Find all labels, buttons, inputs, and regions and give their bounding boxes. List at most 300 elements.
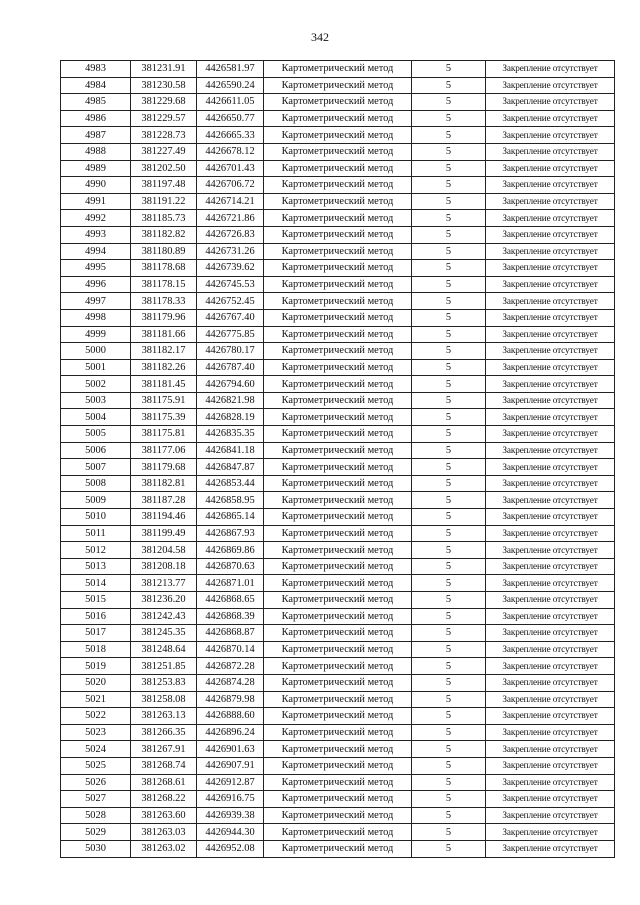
- fixing-cell: Закрепление отсутствует: [486, 525, 615, 542]
- table-row: [61, 475, 615, 492]
- point-number-cell: 4985: [61, 94, 131, 111]
- point-number-cell: 4998: [61, 309, 131, 326]
- x-coordinate-cell: 381268.22: [131, 791, 197, 808]
- x-coordinate-cell: 381229.57: [131, 110, 197, 127]
- y-coordinate-cell: 4426944.30: [197, 824, 264, 841]
- point-number-cell: 4983: [61, 61, 131, 78]
- point-number-cell: 4992: [61, 210, 131, 227]
- fixing-cell: Закрепление отсутствует: [486, 326, 615, 343]
- fixing-cell: Закрепление отсутствует: [486, 575, 615, 592]
- y-coordinate-cell: 4426901.63: [197, 741, 264, 758]
- table-row: [61, 791, 615, 808]
- fixing-cell: Закрепление отсутствует: [486, 641, 615, 658]
- y-coordinate-cell: 4426858.95: [197, 492, 264, 509]
- method-cell: Картометрический метод: [264, 426, 412, 443]
- accuracy-cell: 5: [412, 426, 486, 443]
- x-coordinate-cell: 381263.60: [131, 807, 197, 824]
- accuracy-cell: 5: [412, 558, 486, 575]
- table-row: [61, 110, 615, 127]
- x-coordinate-cell: 381187.28: [131, 492, 197, 509]
- x-coordinate-cell: 381229.68: [131, 94, 197, 111]
- accuracy-cell: 5: [412, 691, 486, 708]
- method-cell: Картометрический метод: [264, 525, 412, 542]
- fixing-cell: Закрепление отсутствует: [486, 840, 615, 857]
- table-row: [61, 243, 615, 260]
- point-number-cell: 5004: [61, 409, 131, 426]
- point-number-cell: 5012: [61, 542, 131, 559]
- y-coordinate-cell: 4426870.14: [197, 641, 264, 658]
- point-number-cell: 5029: [61, 824, 131, 841]
- fixing-cell: Закрепление отсутствует: [486, 492, 615, 509]
- y-coordinate-cell: 4426611.05: [197, 94, 264, 111]
- y-coordinate-cell: 4426868.39: [197, 608, 264, 625]
- fixing-cell: Закрепление отсутствует: [486, 260, 615, 277]
- method-cell: Картометрический метод: [264, 326, 412, 343]
- fixing-cell: Закрепление отсутствует: [486, 708, 615, 725]
- fixing-cell: Закрепление отсутствует: [486, 309, 615, 326]
- y-coordinate-cell: 4426767.40: [197, 309, 264, 326]
- x-coordinate-cell: 381194.46: [131, 509, 197, 526]
- accuracy-cell: 5: [412, 807, 486, 824]
- method-cell: Картометрический метод: [264, 359, 412, 376]
- y-coordinate-cell: 4426869.86: [197, 542, 264, 559]
- fixing-cell: Закрепление отсутствует: [486, 791, 615, 808]
- method-cell: Картометрический метод: [264, 193, 412, 210]
- table-row: [61, 608, 615, 625]
- accuracy-cell: 5: [412, 127, 486, 144]
- point-number-cell: 5009: [61, 492, 131, 509]
- table-row: [61, 525, 615, 542]
- table-row: [61, 210, 615, 227]
- x-coordinate-cell: 381213.77: [131, 575, 197, 592]
- fixing-cell: Закрепление отсутствует: [486, 376, 615, 393]
- y-coordinate-cell: 4426896.24: [197, 724, 264, 741]
- y-coordinate-cell: 4426590.24: [197, 77, 264, 94]
- accuracy-cell: 5: [412, 359, 486, 376]
- x-coordinate-cell: 381263.13: [131, 708, 197, 725]
- point-number-cell: 5024: [61, 741, 131, 758]
- fixing-cell: Закрепление отсутствует: [486, 426, 615, 443]
- fixing-cell: Закрепление отсутствует: [486, 392, 615, 409]
- method-cell: Картометрический метод: [264, 61, 412, 78]
- fixing-cell: Закрепление отсутствует: [486, 127, 615, 144]
- table-row: [61, 293, 615, 310]
- x-coordinate-cell: 381266.35: [131, 724, 197, 741]
- x-coordinate-cell: 381197.48: [131, 177, 197, 194]
- accuracy-cell: 5: [412, 708, 486, 725]
- x-coordinate-cell: 381230.58: [131, 77, 197, 94]
- method-cell: Картометрический метод: [264, 641, 412, 658]
- fixing-cell: Закрепление отсутствует: [486, 724, 615, 741]
- x-coordinate-cell: 381253.83: [131, 674, 197, 691]
- x-coordinate-cell: 381251.85: [131, 658, 197, 675]
- point-number-cell: 4988: [61, 143, 131, 160]
- x-coordinate-cell: 381179.96: [131, 309, 197, 326]
- x-coordinate-cell: 381182.81: [131, 475, 197, 492]
- table-row: [61, 160, 615, 177]
- y-coordinate-cell: 4426752.45: [197, 293, 264, 310]
- accuracy-cell: 5: [412, 210, 486, 227]
- x-coordinate-cell: 381182.17: [131, 343, 197, 360]
- fixing-cell: Закрепление отсутствует: [486, 193, 615, 210]
- table-row: [61, 824, 615, 841]
- point-number-cell: 5005: [61, 426, 131, 443]
- point-number-cell: 4989: [61, 160, 131, 177]
- fixing-cell: Закрепление отсутствует: [486, 177, 615, 194]
- x-coordinate-cell: 381268.74: [131, 757, 197, 774]
- x-coordinate-cell: 381248.64: [131, 641, 197, 658]
- point-number-cell: 5025: [61, 757, 131, 774]
- point-number-cell: 5020: [61, 674, 131, 691]
- point-number-cell: 5030: [61, 840, 131, 857]
- point-number-cell: 5018: [61, 641, 131, 658]
- accuracy-cell: 5: [412, 226, 486, 243]
- point-number-cell: 5015: [61, 592, 131, 609]
- y-coordinate-cell: 4426787.40: [197, 359, 264, 376]
- point-number-cell: 5019: [61, 658, 131, 675]
- method-cell: Картометрический метод: [264, 509, 412, 526]
- point-number-cell: 4993: [61, 226, 131, 243]
- fixing-cell: Закрепление отсутствует: [486, 542, 615, 559]
- x-coordinate-cell: 381178.15: [131, 276, 197, 293]
- accuracy-cell: 5: [412, 110, 486, 127]
- point-number-cell: 5027: [61, 791, 131, 808]
- y-coordinate-cell: 4426828.19: [197, 409, 264, 426]
- fixing-cell: Закрепление отсутствует: [486, 774, 615, 791]
- point-number-cell: 5022: [61, 708, 131, 725]
- method-cell: Картометрический метод: [264, 392, 412, 409]
- point-number-cell: 4986: [61, 110, 131, 127]
- y-coordinate-cell: 4426916.75: [197, 791, 264, 808]
- table-row: [61, 426, 615, 443]
- point-number-cell: 5014: [61, 575, 131, 592]
- accuracy-cell: 5: [412, 77, 486, 94]
- method-cell: Картометрический метод: [264, 376, 412, 393]
- fixing-cell: Закрепление отсутствует: [486, 558, 615, 575]
- method-cell: Картометрический метод: [264, 691, 412, 708]
- accuracy-cell: 5: [412, 608, 486, 625]
- y-coordinate-cell: 4426706.72: [197, 177, 264, 194]
- method-cell: Картометрический метод: [264, 276, 412, 293]
- method-cell: Картометрический метод: [264, 757, 412, 774]
- accuracy-cell: 5: [412, 757, 486, 774]
- fixing-cell: Закрепление отсутствует: [486, 94, 615, 111]
- y-coordinate-cell: 4426650.77: [197, 110, 264, 127]
- accuracy-cell: 5: [412, 840, 486, 857]
- y-coordinate-cell: 4426835.35: [197, 426, 264, 443]
- y-coordinate-cell: 4426726.83: [197, 226, 264, 243]
- accuracy-cell: 5: [412, 260, 486, 277]
- fixing-cell: Закрепление отсутствует: [486, 691, 615, 708]
- table-row: [61, 127, 615, 144]
- method-cell: Картометрический метод: [264, 741, 412, 758]
- method-cell: Картометрический метод: [264, 708, 412, 725]
- fixing-cell: Закрепление отсутствует: [486, 658, 615, 675]
- method-cell: Картометрический метод: [264, 459, 412, 476]
- y-coordinate-cell: 4426701.43: [197, 160, 264, 177]
- table-row: [61, 94, 615, 111]
- x-coordinate-cell: 381179.68: [131, 459, 197, 476]
- accuracy-cell: 5: [412, 492, 486, 509]
- y-coordinate-cell: 4426939.38: [197, 807, 264, 824]
- x-coordinate-cell: 381228.73: [131, 127, 197, 144]
- x-coordinate-cell: 381231.91: [131, 61, 197, 78]
- x-coordinate-cell: 381242.43: [131, 608, 197, 625]
- table-row: [61, 77, 615, 94]
- fixing-cell: Закрепление отсутствует: [486, 409, 615, 426]
- method-cell: Картометрический метод: [264, 674, 412, 691]
- table-row: [61, 226, 615, 243]
- accuracy-cell: 5: [412, 409, 486, 426]
- accuracy-cell: 5: [412, 143, 486, 160]
- table-row: [61, 376, 615, 393]
- accuracy-cell: 5: [412, 824, 486, 841]
- table-row: [61, 757, 615, 774]
- method-cell: Картометрический метод: [264, 625, 412, 642]
- accuracy-cell: 5: [412, 293, 486, 310]
- y-coordinate-cell: 4426780.17: [197, 343, 264, 360]
- y-coordinate-cell: 4426907.91: [197, 757, 264, 774]
- accuracy-cell: 5: [412, 193, 486, 210]
- y-coordinate-cell: 4426868.65: [197, 592, 264, 609]
- table-row: [61, 592, 615, 609]
- method-cell: Картометрический метод: [264, 243, 412, 260]
- point-number-cell: 4994: [61, 243, 131, 260]
- fixing-cell: Закрепление отсутствует: [486, 459, 615, 476]
- method-cell: Картометрический метод: [264, 558, 412, 575]
- fixing-cell: Закрепление отсутствует: [486, 293, 615, 310]
- point-number-cell: 5008: [61, 475, 131, 492]
- point-number-cell: 5017: [61, 625, 131, 642]
- point-number-cell: 4990: [61, 177, 131, 194]
- method-cell: Картометрический метод: [264, 840, 412, 857]
- accuracy-cell: 5: [412, 525, 486, 542]
- accuracy-cell: 5: [412, 61, 486, 78]
- y-coordinate-cell: 4426731.26: [197, 243, 264, 260]
- x-coordinate-cell: 381263.02: [131, 840, 197, 857]
- point-number-cell: 4997: [61, 293, 131, 310]
- method-cell: Картометрический метод: [264, 127, 412, 144]
- accuracy-cell: 5: [412, 160, 486, 177]
- accuracy-cell: 5: [412, 509, 486, 526]
- x-coordinate-cell: 381268.61: [131, 774, 197, 791]
- x-coordinate-cell: 381180.89: [131, 243, 197, 260]
- accuracy-cell: 5: [412, 276, 486, 293]
- x-coordinate-cell: 381258.08: [131, 691, 197, 708]
- x-coordinate-cell: 381182.82: [131, 226, 197, 243]
- y-coordinate-cell: 4426745.53: [197, 276, 264, 293]
- point-number-cell: 5028: [61, 807, 131, 824]
- fixing-cell: Закрепление отсутствует: [486, 608, 615, 625]
- accuracy-cell: 5: [412, 326, 486, 343]
- accuracy-cell: 5: [412, 442, 486, 459]
- method-cell: Картометрический метод: [264, 343, 412, 360]
- y-coordinate-cell: 4426952.08: [197, 840, 264, 857]
- accuracy-cell: 5: [412, 741, 486, 758]
- method-cell: Картометрический метод: [264, 260, 412, 277]
- method-cell: Картометрический метод: [264, 791, 412, 808]
- y-coordinate-cell: 4426665.33: [197, 127, 264, 144]
- y-coordinate-cell: 4426853.44: [197, 475, 264, 492]
- x-coordinate-cell: 381191.22: [131, 193, 197, 210]
- accuracy-cell: 5: [412, 392, 486, 409]
- x-coordinate-cell: 381185.73: [131, 210, 197, 227]
- method-cell: Картометрический метод: [264, 160, 412, 177]
- accuracy-cell: 5: [412, 459, 486, 476]
- accuracy-cell: 5: [412, 542, 486, 559]
- point-number-cell: 4987: [61, 127, 131, 144]
- accuracy-cell: 5: [412, 243, 486, 260]
- table-row: [61, 143, 615, 160]
- y-coordinate-cell: 4426888.60: [197, 708, 264, 725]
- table-row: [61, 276, 615, 293]
- fixing-cell: Закрепление отсутствует: [486, 343, 615, 360]
- accuracy-cell: 5: [412, 475, 486, 492]
- y-coordinate-cell: 4426841.18: [197, 442, 264, 459]
- x-coordinate-cell: 381182.26: [131, 359, 197, 376]
- point-number-cell: 5021: [61, 691, 131, 708]
- x-coordinate-cell: 381267.91: [131, 741, 197, 758]
- table-row: [61, 442, 615, 459]
- accuracy-cell: 5: [412, 94, 486, 111]
- fixing-cell: Закрепление отсутствует: [486, 807, 615, 824]
- x-coordinate-cell: 381175.91: [131, 392, 197, 409]
- point-number-cell: 4991: [61, 193, 131, 210]
- y-coordinate-cell: 4426721.86: [197, 210, 264, 227]
- fixing-cell: Закрепление отсутствует: [486, 359, 615, 376]
- point-number-cell: 5013: [61, 558, 131, 575]
- table-row: [61, 409, 615, 426]
- method-cell: Картометрический метод: [264, 409, 412, 426]
- table-row: [61, 61, 615, 78]
- x-coordinate-cell: 381175.81: [131, 426, 197, 443]
- table-row: [61, 691, 615, 708]
- point-number-cell: 5023: [61, 724, 131, 741]
- point-number-cell: 5026: [61, 774, 131, 791]
- x-coordinate-cell: 381181.66: [131, 326, 197, 343]
- point-number-cell: 5002: [61, 376, 131, 393]
- y-coordinate-cell: 4426821.98: [197, 392, 264, 409]
- coordinates-table: [60, 60, 615, 858]
- method-cell: Картометрический метод: [264, 210, 412, 227]
- table-row: [61, 840, 615, 857]
- fixing-cell: Закрепление отсутствует: [486, 509, 615, 526]
- y-coordinate-cell: 4426868.87: [197, 625, 264, 642]
- table-row: [61, 459, 615, 476]
- table-row: [61, 658, 615, 675]
- x-coordinate-cell: 381178.33: [131, 293, 197, 310]
- table-row: [61, 392, 615, 409]
- fixing-cell: Закрепление отсутствует: [486, 210, 615, 227]
- table-row: [61, 558, 615, 575]
- point-number-cell: 4996: [61, 276, 131, 293]
- y-coordinate-cell: 4426874.28: [197, 674, 264, 691]
- fixing-cell: Закрепление отсутствует: [486, 276, 615, 293]
- table-row: [61, 177, 615, 194]
- method-cell: Картометрический метод: [264, 226, 412, 243]
- table-row: [61, 625, 615, 642]
- accuracy-cell: 5: [412, 791, 486, 808]
- fixing-cell: Закрепление отсутствует: [486, 143, 615, 160]
- accuracy-cell: 5: [412, 343, 486, 360]
- x-coordinate-cell: 381245.35: [131, 625, 197, 642]
- accuracy-cell: 5: [412, 658, 486, 675]
- table-row: [61, 260, 615, 277]
- fixing-cell: Закрепление отсутствует: [486, 757, 615, 774]
- accuracy-cell: 5: [412, 592, 486, 609]
- method-cell: Картометрический метод: [264, 475, 412, 492]
- method-cell: Картометрический метод: [264, 824, 412, 841]
- x-coordinate-cell: 381208.18: [131, 558, 197, 575]
- accuracy-cell: 5: [412, 177, 486, 194]
- x-coordinate-cell: 381199.49: [131, 525, 197, 542]
- table-row: [61, 807, 615, 824]
- y-coordinate-cell: 4426847.87: [197, 459, 264, 476]
- method-cell: Картометрический метод: [264, 442, 412, 459]
- fixing-cell: Закрепление отсутствует: [486, 475, 615, 492]
- table-row: [61, 343, 615, 360]
- coordinates-table-body: [61, 61, 615, 858]
- x-coordinate-cell: 381202.50: [131, 160, 197, 177]
- x-coordinate-cell: 381263.03: [131, 824, 197, 841]
- accuracy-cell: 5: [412, 724, 486, 741]
- table-row: [61, 193, 615, 210]
- y-coordinate-cell: 4426912.87: [197, 774, 264, 791]
- table-row: [61, 326, 615, 343]
- accuracy-cell: 5: [412, 575, 486, 592]
- y-coordinate-cell: 4426867.93: [197, 525, 264, 542]
- y-coordinate-cell: 4426739.62: [197, 260, 264, 277]
- accuracy-cell: 5: [412, 641, 486, 658]
- method-cell: Картометрический метод: [264, 774, 412, 791]
- accuracy-cell: 5: [412, 674, 486, 691]
- method-cell: Картометрический метод: [264, 542, 412, 559]
- y-coordinate-cell: 4426794.60: [197, 376, 264, 393]
- fixing-cell: Закрепление отсутствует: [486, 442, 615, 459]
- method-cell: Картометрический метод: [264, 592, 412, 609]
- method-cell: Картометрический метод: [264, 608, 412, 625]
- method-cell: Картометрический метод: [264, 724, 412, 741]
- y-coordinate-cell: 4426714.21: [197, 193, 264, 210]
- table-row: [61, 575, 615, 592]
- table-row: [61, 741, 615, 758]
- x-coordinate-cell: 381177.06: [131, 442, 197, 459]
- fixing-cell: Закрепление отсутствует: [486, 226, 615, 243]
- method-cell: Картометрический метод: [264, 492, 412, 509]
- point-number-cell: 4995: [61, 260, 131, 277]
- fixing-cell: Закрепление отсутствует: [486, 674, 615, 691]
- table-row: [61, 708, 615, 725]
- y-coordinate-cell: 4426871.01: [197, 575, 264, 592]
- point-number-cell: 5016: [61, 608, 131, 625]
- point-number-cell: 5010: [61, 509, 131, 526]
- point-number-cell: 5006: [61, 442, 131, 459]
- fixing-cell: Закрепление отсутствует: [486, 741, 615, 758]
- fixing-cell: Закрепление отсутствует: [486, 77, 615, 94]
- method-cell: Картометрический метод: [264, 575, 412, 592]
- table-row: [61, 309, 615, 326]
- method-cell: Картометрический метод: [264, 309, 412, 326]
- point-number-cell: 5007: [61, 459, 131, 476]
- table-row: [61, 674, 615, 691]
- y-coordinate-cell: 4426865.14: [197, 509, 264, 526]
- table-row: [61, 641, 615, 658]
- table-row: [61, 492, 615, 509]
- point-number-cell: 5000: [61, 343, 131, 360]
- point-number-cell: 5011: [61, 525, 131, 542]
- page-number: 342: [311, 30, 329, 44]
- fixing-cell: Закрепление отсутствует: [486, 61, 615, 78]
